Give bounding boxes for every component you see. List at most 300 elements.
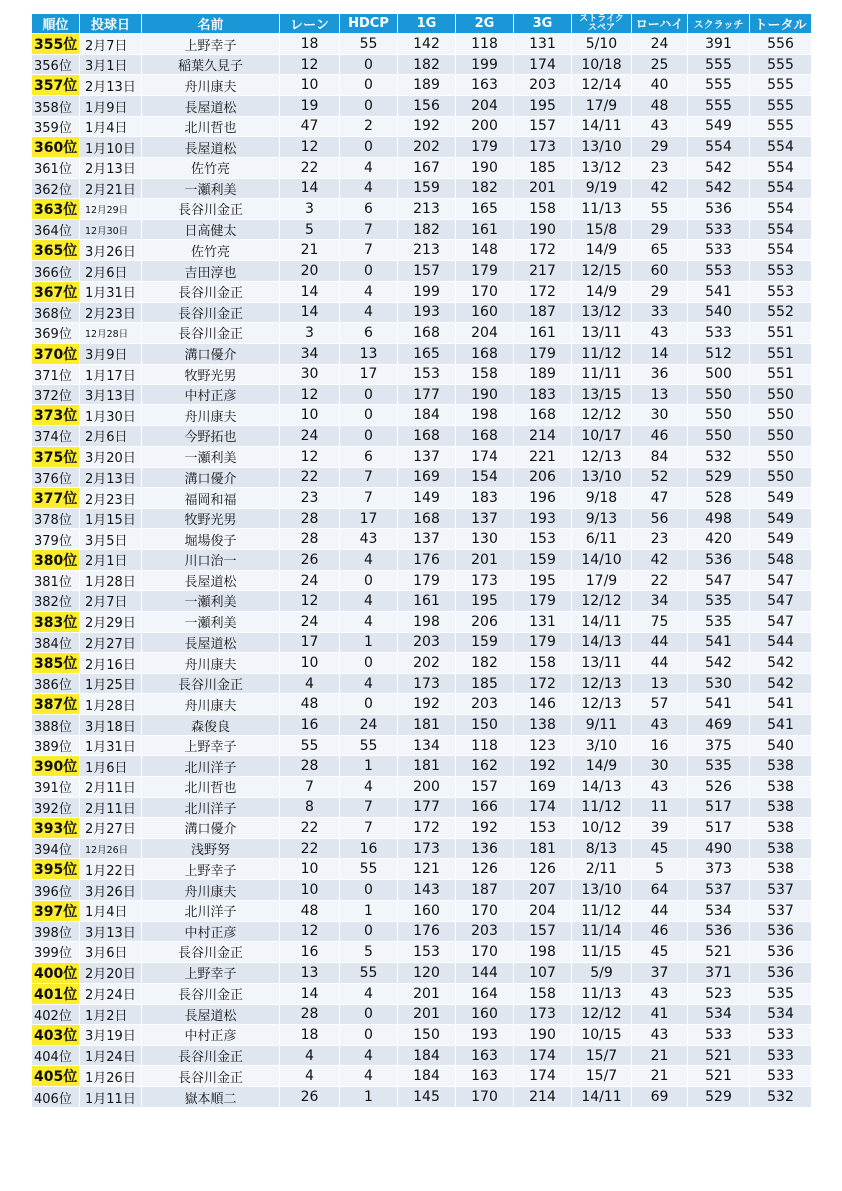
name-cell: 長屋道松 <box>142 1004 280 1024</box>
hdcp-cell: 0 <box>340 405 398 426</box>
game-2-cell: 173 <box>456 570 514 590</box>
table-row <box>32 859 812 880</box>
hdcp-cell: 4 <box>340 281 398 302</box>
lowhigh-cell: 52 <box>632 467 688 487</box>
scratch-cell: 541 <box>688 694 750 715</box>
strike-spare-cell: 14/11 <box>572 116 632 136</box>
header-rank: 順位 <box>32 14 80 34</box>
game-3-cell: 190 <box>514 219 572 239</box>
name-cell: 日高健太 <box>142 219 280 239</box>
game-2-cell: 170 <box>456 900 514 921</box>
hdcp-cell: 0 <box>340 1004 398 1024</box>
hdcp-cell: 0 <box>340 1024 398 1045</box>
total-cell: 538 <box>750 756 812 777</box>
date-cell: 2月21日 <box>80 178 142 198</box>
lane-cell: 12 <box>280 55 340 75</box>
game-3-cell: 174 <box>514 55 572 75</box>
date-cell: 2月29日 <box>80 611 142 632</box>
strike-spare-cell: 11/12 <box>572 343 632 364</box>
lane-cell: 22 <box>280 467 340 487</box>
lane-cell: 10 <box>280 405 340 426</box>
table-row <box>32 116 812 136</box>
hdcp-cell: 4 <box>340 591 398 611</box>
hdcp-cell: 4 <box>340 549 398 570</box>
scratch-cell: 526 <box>688 777 750 797</box>
table-row <box>32 426 812 446</box>
game-1-cell: 159 <box>398 178 456 198</box>
game-2-cell: 170 <box>456 281 514 302</box>
game-2-cell: 198 <box>456 405 514 426</box>
game-2-cell: 163 <box>456 1066 514 1087</box>
game-3-cell: 179 <box>514 591 572 611</box>
rank-cell: 359位 <box>32 116 80 136</box>
scratch-cell: 373 <box>688 859 750 880</box>
hdcp-cell: 7 <box>340 219 398 239</box>
lane-cell: 28 <box>280 1004 340 1024</box>
table-row <box>32 261 812 281</box>
table-row <box>32 942 812 962</box>
hdcp-cell: 55 <box>340 859 398 880</box>
hdcp-cell: 17 <box>340 509 398 529</box>
lowhigh-cell: 75 <box>632 611 688 632</box>
lane-cell: 48 <box>280 694 340 715</box>
table-row <box>32 219 812 239</box>
rank-cell: 355位 <box>32 34 80 55</box>
name-cell: 森俊良 <box>142 715 280 735</box>
game-3-cell: 173 <box>514 137 572 158</box>
game-2-cell: 161 <box>456 219 514 239</box>
date-cell: 1月10日 <box>80 137 142 158</box>
lane-cell: 7 <box>280 777 340 797</box>
strike-spare-cell: 14/9 <box>572 281 632 302</box>
game-3-cell: 187 <box>514 302 572 322</box>
strike-spare-cell: 14/10 <box>572 549 632 570</box>
game-3-cell: 172 <box>514 240 572 261</box>
rank-cell: 380位 <box>32 549 80 570</box>
total-cell: 553 <box>750 261 812 281</box>
table-row <box>32 591 812 611</box>
table-row <box>32 529 812 549</box>
hdcp-cell: 1 <box>340 900 398 921</box>
game-3-cell: 131 <box>514 34 572 55</box>
rank-cell: 367位 <box>32 281 80 302</box>
hdcp-cell: 1 <box>340 632 398 652</box>
lowhigh-cell: 43 <box>632 1024 688 1045</box>
game-1-cell: 184 <box>398 1045 456 1065</box>
date-cell: 12月26日 <box>80 838 142 858</box>
game-3-cell: 207 <box>514 880 572 900</box>
date-cell: 2月13日 <box>80 467 142 487</box>
header-strike-spare <box>572 14 632 34</box>
date-cell: 1月2日 <box>80 1004 142 1024</box>
table-row <box>32 570 812 590</box>
rank-cell: 370位 <box>32 343 80 364</box>
header-scratch: スクラッチ <box>688 14 750 34</box>
game-3-cell: 189 <box>514 364 572 384</box>
name-cell: 上野幸子 <box>142 859 280 880</box>
date-cell: 1月25日 <box>80 674 142 694</box>
table-row <box>32 34 812 55</box>
game-1-cell: 201 <box>398 983 456 1004</box>
game-2-cell: 150 <box>456 715 514 735</box>
lowhigh-cell: 43 <box>632 983 688 1004</box>
total-cell: 533 <box>750 1024 812 1045</box>
game-2-cell: 166 <box>456 797 514 817</box>
rank-cell: 376位 <box>32 467 80 487</box>
game-1-cell: 192 <box>398 116 456 136</box>
game-1-cell: 184 <box>398 405 456 426</box>
total-cell: 553 <box>750 281 812 302</box>
lowhigh-cell: 39 <box>632 817 688 838</box>
rank-cell: 397位 <box>32 900 80 921</box>
game-3-cell: 157 <box>514 921 572 941</box>
lowhigh-cell: 43 <box>632 323 688 343</box>
hdcp-cell: 0 <box>340 426 398 446</box>
hdcp-cell: 6 <box>340 323 398 343</box>
game-2-cell: 118 <box>456 735 514 755</box>
game-1-cell: 192 <box>398 694 456 715</box>
date-cell: 2月6日 <box>80 261 142 281</box>
game-3-cell: 126 <box>514 859 572 880</box>
name-cell: 一瀬利美 <box>142 591 280 611</box>
lowhigh-cell: 21 <box>632 1066 688 1087</box>
strike-spare-cell: 17/9 <box>572 570 632 590</box>
date-cell: 1月22日 <box>80 859 142 880</box>
scratch-cell: 541 <box>688 281 750 302</box>
lowhigh-cell: 42 <box>632 178 688 198</box>
lane-cell: 16 <box>280 715 340 735</box>
game-1-cell: 184 <box>398 1066 456 1087</box>
game-2-cell: 199 <box>456 55 514 75</box>
game-2-cell: 144 <box>456 962 514 983</box>
total-cell: 550 <box>750 384 812 404</box>
rank-cell: 404位 <box>32 1045 80 1065</box>
game-1-cell: 199 <box>398 281 456 302</box>
hdcp-cell: 24 <box>340 715 398 735</box>
total-cell: 549 <box>750 488 812 509</box>
date-cell: 1月11日 <box>80 1087 142 1107</box>
lane-cell: 21 <box>280 240 340 261</box>
lane-cell: 24 <box>280 570 340 590</box>
total-cell: 554 <box>750 158 812 178</box>
name-cell: 福岡和福 <box>142 488 280 509</box>
lowhigh-cell: 5 <box>632 859 688 880</box>
lowhigh-cell: 44 <box>632 632 688 652</box>
game-1-cell: 167 <box>398 158 456 178</box>
game-2-cell: 203 <box>456 921 514 941</box>
hdcp-cell: 0 <box>340 75 398 96</box>
table-row <box>32 364 812 384</box>
game-1-cell: 198 <box>398 611 456 632</box>
total-cell: 544 <box>750 632 812 652</box>
total-cell: 548 <box>750 549 812 570</box>
game-2-cell: 187 <box>456 880 514 900</box>
game-2-cell: 158 <box>456 364 514 384</box>
total-cell: 555 <box>750 75 812 96</box>
game-3-cell: 174 <box>514 797 572 817</box>
game-1-cell: 161 <box>398 591 456 611</box>
game-1-cell: 213 <box>398 198 456 219</box>
hdcp-cell: 4 <box>340 674 398 694</box>
lowhigh-cell: 43 <box>632 715 688 735</box>
total-cell: 550 <box>750 446 812 467</box>
game-1-cell: 173 <box>398 674 456 694</box>
table-row <box>32 983 812 1004</box>
total-cell: 542 <box>750 674 812 694</box>
ranking-table <box>31 13 812 1108</box>
table-row <box>32 777 812 797</box>
scratch-cell: 550 <box>688 426 750 446</box>
name-cell: 佐竹亮 <box>142 158 280 178</box>
lane-cell: 47 <box>280 116 340 136</box>
game-2-cell: 130 <box>456 529 514 549</box>
lowhigh-cell: 47 <box>632 488 688 509</box>
total-cell: 538 <box>750 797 812 817</box>
hdcp-cell: 2 <box>340 116 398 136</box>
table-row <box>32 75 812 96</box>
scratch-cell: 534 <box>688 1004 750 1024</box>
total-cell: 555 <box>750 116 812 136</box>
lowhigh-cell: 56 <box>632 509 688 529</box>
game-2-cell: 168 <box>456 343 514 364</box>
name-cell: 長谷川金正 <box>142 198 280 219</box>
scratch-cell: 512 <box>688 343 750 364</box>
table-row <box>32 674 812 694</box>
name-cell: 上野幸子 <box>142 962 280 983</box>
table-row <box>32 715 812 735</box>
name-cell: 川口治一 <box>142 549 280 570</box>
game-1-cell: 160 <box>398 900 456 921</box>
game-3-cell: 153 <box>514 817 572 838</box>
strike-spare-cell: 11/12 <box>572 797 632 817</box>
lane-cell: 12 <box>280 384 340 404</box>
total-cell: 550 <box>750 405 812 426</box>
game-1-cell: 173 <box>398 838 456 858</box>
date-cell: 3月13日 <box>80 921 142 941</box>
game-1-cell: 153 <box>398 942 456 962</box>
lowhigh-cell: 45 <box>632 838 688 858</box>
total-cell: 542 <box>750 653 812 674</box>
total-cell: 536 <box>750 921 812 941</box>
lane-cell: 24 <box>280 426 340 446</box>
scratch-cell: 534 <box>688 900 750 921</box>
lane-cell: 55 <box>280 735 340 755</box>
name-cell: 北川哲也 <box>142 116 280 136</box>
lane-cell: 28 <box>280 756 340 777</box>
game-3-cell: 157 <box>514 116 572 136</box>
game-2-cell: 137 <box>456 509 514 529</box>
date-cell: 3月6日 <box>80 942 142 962</box>
table-row <box>32 384 812 404</box>
game-2-cell: 179 <box>456 137 514 158</box>
total-cell: 554 <box>750 137 812 158</box>
lowhigh-cell: 43 <box>632 777 688 797</box>
game-3-cell: 174 <box>514 1045 572 1065</box>
game-3-cell: 214 <box>514 1087 572 1107</box>
rank-cell: 365位 <box>32 240 80 261</box>
strike-spare-cell: 17/9 <box>572 96 632 116</box>
scratch-cell: 528 <box>688 488 750 509</box>
date-cell: 12月29日 <box>80 198 142 219</box>
total-cell: 554 <box>750 240 812 261</box>
name-cell: 稲葉久見子 <box>142 55 280 75</box>
table-row <box>32 446 812 467</box>
scratch-cell: 537 <box>688 880 750 900</box>
rank-cell: 389位 <box>32 735 80 755</box>
header-hdcp: HDCP <box>340 14 398 34</box>
scratch-cell: 532 <box>688 446 750 467</box>
total-cell: 556 <box>750 34 812 55</box>
game-3-cell: 174 <box>514 1066 572 1087</box>
hdcp-cell: 0 <box>340 694 398 715</box>
date-cell: 3月1日 <box>80 55 142 75</box>
name-cell: 浅野努 <box>142 838 280 858</box>
rank-cell: 384位 <box>32 632 80 652</box>
table-row <box>32 921 812 941</box>
name-cell: 長谷川金正 <box>142 302 280 322</box>
lowhigh-cell: 16 <box>632 735 688 755</box>
game-1-cell: 182 <box>398 55 456 75</box>
total-cell: 538 <box>750 838 812 858</box>
lane-cell: 34 <box>280 343 340 364</box>
name-cell: 堀場俊子 <box>142 529 280 549</box>
scratch-cell: 498 <box>688 509 750 529</box>
name-cell: 上野幸子 <box>142 34 280 55</box>
scratch-cell: 533 <box>688 240 750 261</box>
game-1-cell: 203 <box>398 632 456 652</box>
table-row <box>32 797 812 817</box>
scratch-cell: 547 <box>688 570 750 590</box>
hdcp-cell: 5 <box>340 942 398 962</box>
rank-cell: 383位 <box>32 611 80 632</box>
lane-cell: 22 <box>280 817 340 838</box>
name-cell: 舟川康夫 <box>142 75 280 96</box>
strike-spare-cell: 11/11 <box>572 364 632 384</box>
name-cell: 長屋道松 <box>142 137 280 158</box>
lowhigh-cell: 24 <box>632 34 688 55</box>
name-cell: 北川哲也 <box>142 777 280 797</box>
rank-cell: 375位 <box>32 446 80 467</box>
total-cell: 547 <box>750 611 812 632</box>
game-2-cell: 193 <box>456 1024 514 1045</box>
strike-spare-cell: 9/18 <box>572 488 632 509</box>
lane-cell: 10 <box>280 859 340 880</box>
lane-cell: 10 <box>280 880 340 900</box>
strike-spare-cell: 10/18 <box>572 55 632 75</box>
lane-cell: 26 <box>280 1087 340 1107</box>
scratch-cell: 553 <box>688 261 750 281</box>
game-1-cell: 176 <box>398 921 456 941</box>
game-2-cell: 192 <box>456 817 514 838</box>
lowhigh-cell: 21 <box>632 1045 688 1065</box>
game-3-cell: 153 <box>514 529 572 549</box>
hdcp-cell: 7 <box>340 817 398 838</box>
scratch-cell: 535 <box>688 756 750 777</box>
total-cell: 536 <box>750 962 812 983</box>
game-2-cell: 163 <box>456 75 514 96</box>
lowhigh-cell: 30 <box>632 756 688 777</box>
rank-cell: 403位 <box>32 1024 80 1045</box>
scratch-cell: 536 <box>688 549 750 570</box>
strike-spare-cell: 13/15 <box>572 384 632 404</box>
lowhigh-cell: 13 <box>632 674 688 694</box>
strike-spare-cell: 13/12 <box>572 158 632 178</box>
lane-cell: 22 <box>280 838 340 858</box>
lane-cell: 4 <box>280 1066 340 1087</box>
game-2-cell: 170 <box>456 942 514 962</box>
lane-cell: 4 <box>280 1045 340 1065</box>
game-2-cell: 148 <box>456 240 514 261</box>
rank-cell: 371位 <box>32 364 80 384</box>
scratch-cell: 375 <box>688 735 750 755</box>
name-cell: 上野幸子 <box>142 735 280 755</box>
game-1-cell: 142 <box>398 34 456 55</box>
lowhigh-cell: 25 <box>632 55 688 75</box>
game-2-cell: 174 <box>456 446 514 467</box>
hdcp-cell: 55 <box>340 34 398 55</box>
date-cell: 3月19日 <box>80 1024 142 1045</box>
strike-spare-cell: 14/11 <box>572 1087 632 1107</box>
strike-spare-cell: 12/13 <box>572 694 632 715</box>
game-1-cell: 181 <box>398 715 456 735</box>
scratch-cell: 533 <box>688 323 750 343</box>
date-cell: 1月4日 <box>80 116 142 136</box>
table-row <box>32 653 812 674</box>
lane-cell: 8 <box>280 797 340 817</box>
lowhigh-cell: 30 <box>632 405 688 426</box>
name-cell: 一瀬利美 <box>142 178 280 198</box>
strike-spare-cell: 12/15 <box>572 261 632 281</box>
game-3-cell: 159 <box>514 549 572 570</box>
header-lowhigh: ローハイ <box>632 14 688 34</box>
game-3-cell: 206 <box>514 467 572 487</box>
game-1-cell: 157 <box>398 261 456 281</box>
game-1-cell: 143 <box>398 880 456 900</box>
hdcp-cell: 16 <box>340 838 398 858</box>
game-1-cell: 145 <box>398 1087 456 1107</box>
lowhigh-cell: 42 <box>632 549 688 570</box>
game-2-cell: 190 <box>456 384 514 404</box>
table-row <box>32 240 812 261</box>
hdcp-cell: 7 <box>340 467 398 487</box>
scratch-cell: 517 <box>688 817 750 838</box>
date-cell: 1月17日 <box>80 364 142 384</box>
scratch-cell: 420 <box>688 529 750 549</box>
game-2-cell: 159 <box>456 632 514 652</box>
game-1-cell: 169 <box>398 467 456 487</box>
lane-cell: 12 <box>280 921 340 941</box>
strike-spare-cell: 11/13 <box>572 983 632 1004</box>
game-2-cell: 203 <box>456 694 514 715</box>
hdcp-cell: 17 <box>340 364 398 384</box>
game-3-cell: 195 <box>514 96 572 116</box>
scratch-cell: 555 <box>688 55 750 75</box>
game-1-cell: 176 <box>398 549 456 570</box>
hdcp-cell: 6 <box>340 198 398 219</box>
game-2-cell: 204 <box>456 96 514 116</box>
rank-cell: 387位 <box>32 694 80 715</box>
game-1-cell: 201 <box>398 1004 456 1024</box>
rank-cell: 373位 <box>32 405 80 426</box>
lowhigh-cell: 64 <box>632 880 688 900</box>
date-cell: 2月24日 <box>80 983 142 1004</box>
game-2-cell: 195 <box>456 591 514 611</box>
date-cell: 1月15日 <box>80 509 142 529</box>
date-cell: 2月1日 <box>80 549 142 570</box>
date-cell: 1月4日 <box>80 900 142 921</box>
table-row <box>32 900 812 921</box>
table-row <box>32 1087 812 1107</box>
